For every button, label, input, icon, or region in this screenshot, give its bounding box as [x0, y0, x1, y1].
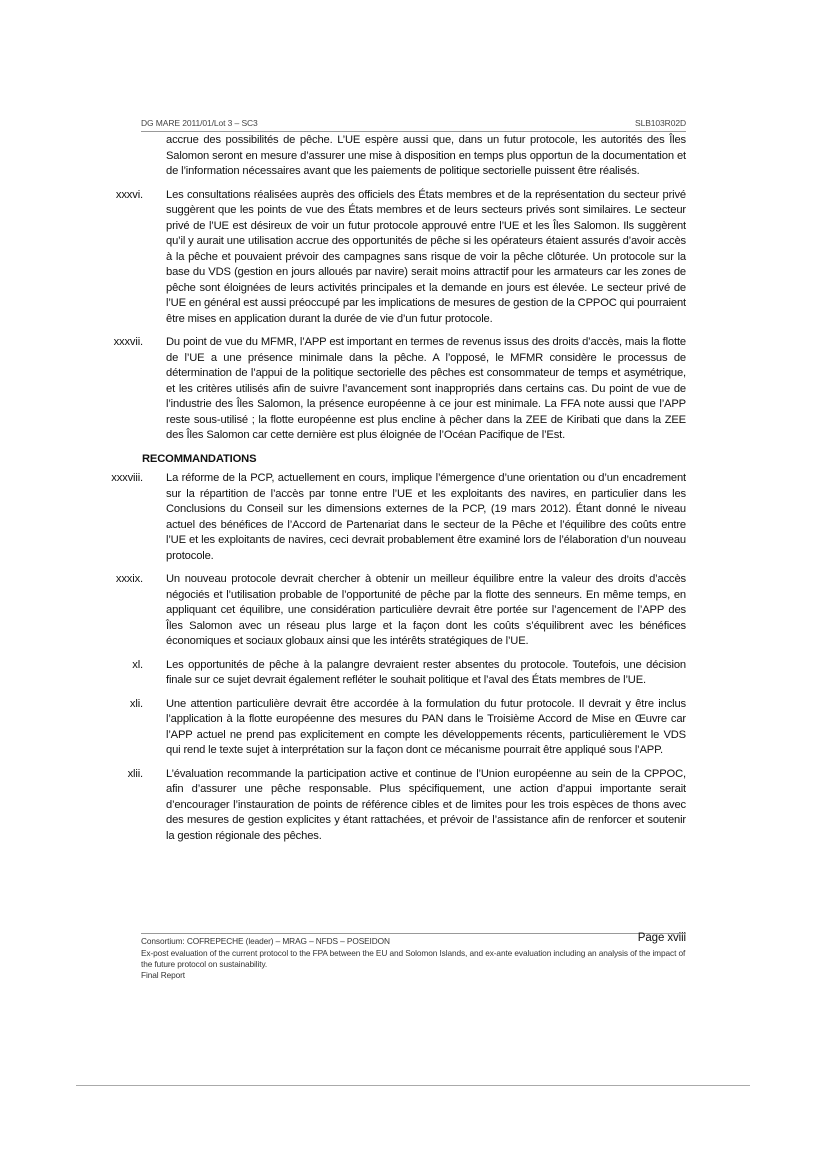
recommendation-xxxix [115, 572, 686, 650]
recommendation-xl [132, 658, 686, 689]
paragraph-xxxvii [113, 335, 686, 444]
paragraph-text: Un nouveau protocole devrait chercher à obtenir un meilleur équilibre entre la valeur des droits d’accès négociés et l’utilisation probable de l’opportunité de pêche par la flotte des senneurs. En même temps, en appliquant cet équilibre, une considération particulière devrait être portée sur l’agencement de l’APP des Îles Salomon avec un réseau plus large et la façon dont les coûts s’équilibrent avec les bénéfices économiques et sociaux globaux ainsi que les intérêts stratégiques de l’UE. [166, 573, 686, 647]
body-content [111, 133, 686, 852]
footer-first-line [141, 932, 686, 948]
recommendation-xli [129, 697, 686, 759]
paragraph-text: Les consultations réalisées auprès des officiels des États membres et de la représentation du secteur privé suggèrent que les points de vue des États membres et de leurs secteurs privés sont similaires. Le secteur privé de l’UE est désireux de voir un futur protocole approuvé entre l’UE et les Îles Salomon. Ils suggèrent qu’il y aurait une utilisation accrue des opportunités de pêche si les opérateurs étaient assurés d’avoir accès à la pêche et pouvaient prévoir des campagnes sans risque de voir la pêche clôturée. Un protocole sur la base du VDS (gestion en jours alloués par navire) serait moins attractif pour les armateurs car les zones de pêche sont éloignées de leurs activités principales et la demande en jours est élevée. Le secteur privé de l’UE en général est aussi préoccupé par les implications de mesures de gestion de la CPPOC qui pourraient être mises en application durant la durée de vie d’un futur protocole. [166, 188, 686, 325]
page-number: Page xviii [637, 932, 686, 944]
paragraph-number: xli. [129, 697, 143, 710]
paragraph-text: L’évaluation recommande la participation active et continue de l’Union européenne au sein de la CPPOC, afin d’assurer une pêche responsable. Plus spécifiquement, une action d’appui importante serait d’encourager l’instauration de points de référence cibles et de limites pour les trois espèces de thons avec des mesures de gestion explicites y étant rattachées, et prévoir de l’assistance afin de renforcer et soutenir la gestion régionale des pêches. [166, 767, 686, 842]
recommendation-xxxviii [111, 471, 686, 564]
paragraph-number: xlii. [127, 767, 143, 780]
paragraph-number: xxxvii. [113, 336, 143, 348]
footer-consortium: Consortium: COFREPECHE (leader) – MRAG – NFDS – POSEIDON [141, 936, 390, 946]
header-reference: DG MARE 2011/01/Lot 3 – SC3 [141, 118, 258, 128]
footer-divider [141, 933, 686, 934]
paragraph-number: xxxix. [115, 573, 143, 585]
footer-description: Ex-post evaluation of the current protocol to the FPA between the EU and Solomon Islands, and ex-ante evaluation including an analysis of the impact of the future protocol on sustainability. [141, 948, 686, 969]
paragraph-number: xxxvi. [115, 188, 143, 201]
paragraph-text: accrue des possibilités de pêche. L’UE espère aussi que, dans un futur protocole, les autorités des Îles Salomon seront en mesure d’assurer une mise à disposition en temps plus opportun de la documentation et de l’information nécessaires avant que les paiements de politique sectorielle puissent être réalisés. [166, 134, 686, 177]
footer-report-type: Final Report [141, 970, 185, 980]
paragraph-text: Du point de vue du MFMR, l’APP est important en termes de revenus issus des droits d’accès, mais la flotte de l’UE a une présence minimale dans la pêche. A l’opposé, le MFMR considère le processus de détermination de l’appui de la politique sectorielle des pêches est consommateur de temps et asymétrique, et les critères utilisés afin de suivre l’avancement sont inappropriés dans certains cas. Du point de vue de l’industrie des Îles Salomon, la présence européenne à ce jour est minimale. La FFA note aussi que l’APP reste sous-utilisé ; la flotte européenne est plus encline à pêcher dans la ZEE de Kiribati que dans la ZEE des Îles Salomon car cette dernière est plus éloignée de l’Océan Pacifique de l’Est. [166, 336, 686, 441]
paragraph-text: Les opportunités de pêche à la palangre devraient rester absentes du protocole. Toutefois, une décision finale sur ce sujet devrait également refléter le souhait politique et l’aval des États membres de l’UE. [166, 658, 686, 686]
page-footer [141, 932, 686, 981]
paragraph-text: Une attention particulière devrait être accordée à la formulation du futur protocole. Il devrait y être inclus l’application à la flotte européenne des mesures du PAN dans le Troisième Accord de Mise en Œuvre car l’APP actuel ne prend pas explicitement en compte les développements récents, particulièrement le VDS qui rend le texte sujet à interprétation sur la façon dont ce mécanisme pourrait être appliqué sous l’APP. [166, 697, 686, 756]
section-heading: RECOMMANDATIONS [142, 452, 257, 465]
recommendation-xlii [127, 767, 686, 845]
paragraph-number: xxxviii. [111, 472, 143, 484]
paragraph-text: La réforme de la PCP, actuellement en cours, implique l’émergence d’une orientation ou d’un encadrement sur la répartition de l’accès par tonne entre l’UE et les exploitants des navires, en particulier dans les Conclusions du Conseil sur les dimensions externes de la PCP, (19 mars 2012). Étant donné le niveau actuel des bénéfices de l’Accord de Partenariat dans le secteur de la Pêche et l’équilibre des coûts entre l’UE et les exploitants de navires, ceci devrait probablement être examiné lors de l’élaboration d’un nouveau protocole. [166, 472, 686, 562]
paragraph-continued [166, 133, 686, 180]
paragraph-xxxvi [115, 188, 686, 328]
header-divider [141, 131, 686, 132]
paragraph-number: xl. [132, 658, 143, 671]
header-doc-code: SLB103R02D [635, 118, 686, 128]
page-bottom-divider [76, 1085, 750, 1086]
